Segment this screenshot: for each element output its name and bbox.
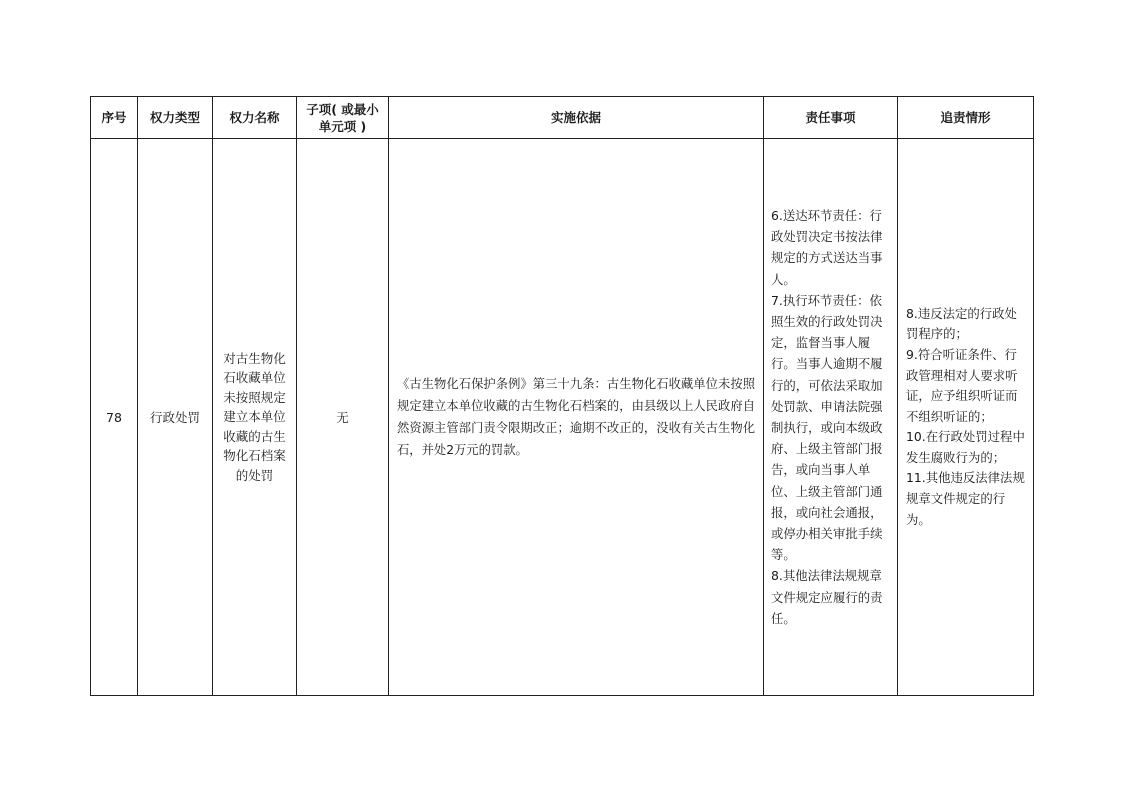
header-power-type: 权力类型	[138, 97, 213, 139]
header-sub-item-line1: 子项( 或最小	[306, 101, 379, 117]
cell-power-type: 行政处罚	[138, 139, 213, 696]
accountability-item: 8.违反法定的行政处罚程序的；	[906, 305, 1017, 342]
header-sub-item-line2: 单元项 )	[318, 118, 367, 134]
responsibility-item: 6.送达环节责任：行政处罚决定书按法律规定的方式送达当事人。	[771, 207, 883, 287]
power-list-table	[90, 96, 1034, 696]
responsibility-item: 7.执行环节责任：依照生效的行政处罚决定，监督当事人履行。当事人逾期不履行的，可依法采取加处罚款、申请法院强制执行，或向本级政府、上级主管部门报告，或向当事人单位、上级主管部门通报，或向社会通报，或停办相关审批手续等。	[771, 292, 883, 563]
header-sub-item	[297, 97, 389, 139]
cell-power-name	[213, 139, 297, 696]
header-power-name: 权力名称	[213, 97, 297, 139]
cell-basis	[389, 139, 764, 696]
header-accountability: 追责情形	[898, 97, 1034, 139]
cell-accountability	[898, 139, 1034, 696]
responsibility-list	[764, 205, 897, 629]
header-responsibility: 责任事项	[764, 97, 898, 139]
power-name-text: 对古生物化石收藏单位未按照规定建立本单位收藏的古生物化石档案的处罚	[223, 350, 286, 483]
accountability-list	[898, 304, 1033, 531]
header-seq: 序号	[91, 97, 138, 139]
accountability-item: 11.其他违反法律法规规章文件规定的行为。	[906, 470, 1025, 527]
accountability-item: 9.符合听证条件、行政管理相对人要求听证，应予组织听证而不组织听证的；	[906, 346, 1018, 424]
responsibility-item: 8.其他法律法规规章文件规定应履行的责任。	[771, 568, 883, 626]
cell-seq: 78	[91, 139, 138, 696]
basis-text: 《古生物化石保护条例》第三十九条：古生物化石收藏单位未按照规定建立本单位收藏的古生物化石档案的，由县级以上人民政府自然资源主管部门责令限期改正；逾期不改正的，没收有关古生物化石，并处2万元的罚款。	[397, 377, 755, 457]
header-basis: 实施依据	[389, 97, 764, 139]
cell-sub-item: 无	[297, 139, 389, 696]
table-row	[91, 139, 1034, 696]
header-row	[91, 97, 1034, 139]
cell-responsibility	[764, 139, 898, 696]
accountability-item: 10.在行政处罚过程中发生腐败行为的；	[906, 429, 1025, 465]
